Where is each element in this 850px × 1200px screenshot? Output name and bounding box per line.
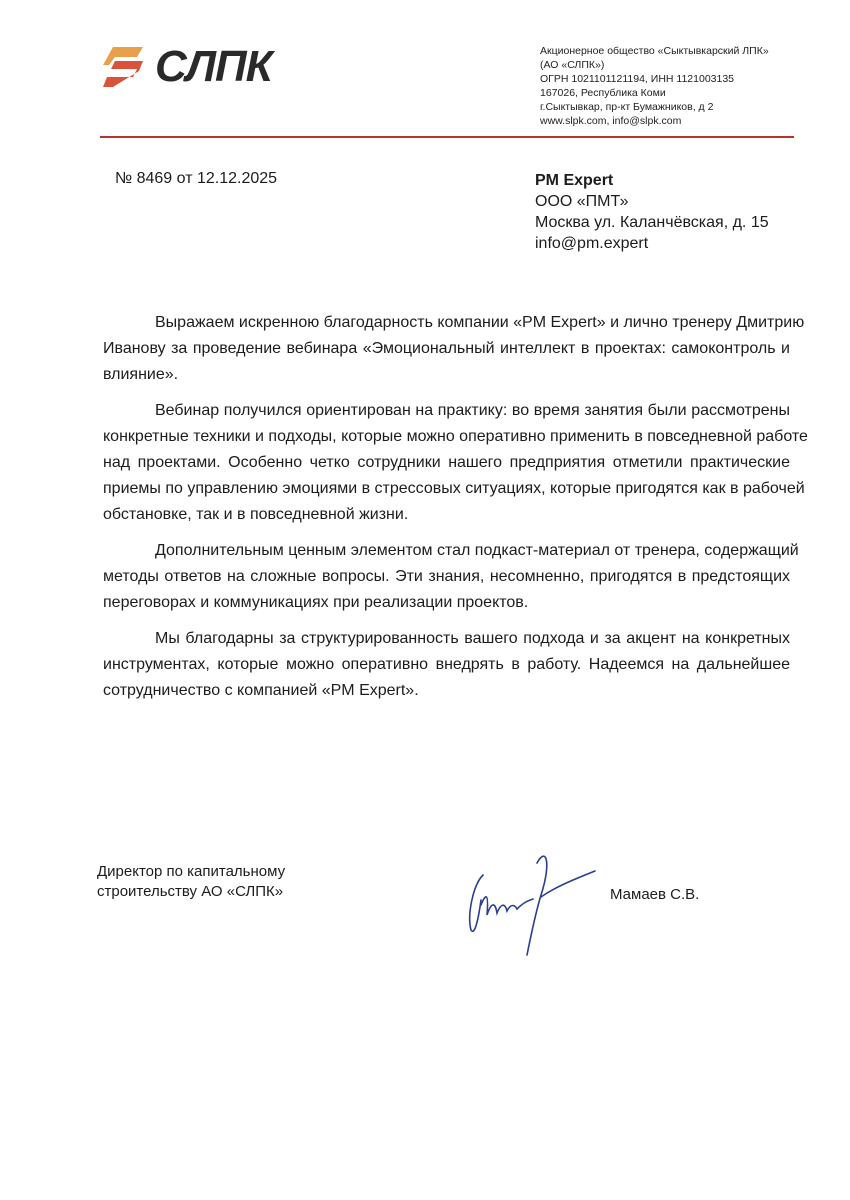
paragraph-line: Дополнительным ценным элементом стал подкаст-материал от тренера, содержащий [155, 542, 799, 559]
paragraph [103, 398, 808, 528]
paragraph-line: Выражаем искренною благодарность компании «PM Expert» и лично тренеру Дмитрию [155, 314, 805, 331]
signer-position [97, 862, 285, 902]
company-line: г.Сыктывкар, пр-кт Бумажников, д 2 [540, 101, 714, 113]
paragraph [103, 626, 790, 704]
paragraph-line: приемы по управлению эмоциями в стрессовых ситуациях, которые пригодятся как в рабочей [103, 480, 805, 497]
signer-name: Мамаев С.В. [610, 886, 700, 903]
paragraph-line: методы ответов на сложные вопросы. Эти знания, несомненно, пригодятся в предстоящих [103, 568, 790, 585]
paragraph-line: над проектами. Особенно четко сотрудники нашего предприятия отметили практические [103, 454, 790, 471]
paragraph-line: переговорах и коммуникациях при реализации проектов. [103, 594, 529, 611]
paragraph-line: конкретные техники и подходы, которые можно оперативно применить в повседневной работе [103, 428, 808, 445]
paragraph-line: обстановке, так и в повседневной жизни. [103, 506, 409, 523]
addressee-org: ООО «ПМТ» [535, 193, 629, 210]
company-details [540, 44, 769, 128]
company-line: www.slpk.com, info@slpk.com [540, 115, 682, 127]
logo-mark-icon [103, 47, 149, 87]
company-line: 167026, Республика Коми [540, 87, 666, 99]
paragraph-line: влияние». [103, 366, 179, 383]
addressee-name: PM Expert [535, 172, 614, 189]
paragraph-line: сотрудничество с компанией «PM Expert». [103, 682, 419, 699]
header-divider [100, 136, 794, 138]
company-line: ОГРН 1021101121194, ИНН 1121003135 [540, 73, 735, 85]
addressee-email: info@pm.expert [535, 235, 649, 252]
addressee-address: Москва ул. Каланчёвская, д. 15 [535, 214, 769, 231]
company-line: Акционерное общество «Сыктывкарский ЛПК» [540, 45, 769, 57]
letter-body [103, 310, 808, 714]
position-line: строительству АО «СЛПК» [97, 883, 284, 900]
paragraph-line: Вебинар получился ориентирован на практику: во время занятия были рассмотрены [155, 402, 790, 419]
logo-text: СЛПК [155, 42, 272, 91]
document-reference: № 8469 от 12.12.2025 [115, 170, 278, 187]
company-line: (АО «СЛПК») [540, 59, 605, 71]
position-line: Директор по капитальному [97, 863, 286, 880]
paragraph-line: Иванову за проведение вебинара «Эмоциональный интеллект в проектах: самоконтроль и [103, 340, 790, 357]
paragraph-line: Мы благодарны за структурированность вашего подхода и за акцент на конкретных [155, 630, 790, 647]
handwritten-signature [455, 845, 605, 960]
paragraph [103, 538, 799, 616]
company-logo [103, 42, 272, 92]
paragraph-line: инструментах, которые можно оперативно внедрять в работу. Надеемся на дальнейшее [103, 656, 790, 673]
addressee-block [535, 170, 769, 254]
paragraph [103, 310, 805, 388]
